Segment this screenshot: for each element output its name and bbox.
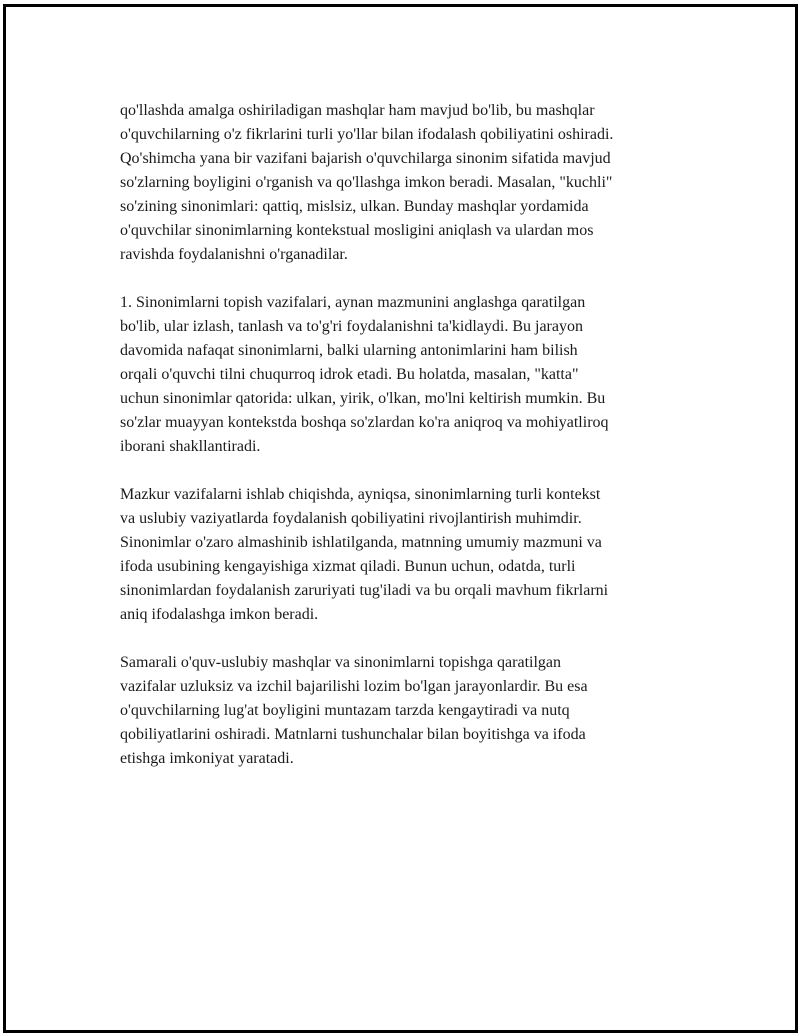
- document-page: [3, 4, 798, 1033]
- paragraph-1: qo'llashda amalga oshiriladigan mashqlar ham mavjud bo'lib, bu mashqlar o'quvchilarning o'z fikrlarini turli yo'llar bilan ifodalash qobiliyatini oshiradi. Qo'shimcha yana bir vazifani bajarish o'quvchilarga sinonim sifatida mavjud so'zlarning boyligini o'rganish va qo'llashga imkon beradi. Masalan, "kuchli" so'zining sinonimlari: qattiq, mislsiz, ulkan. Bunday mashqlar yordamida o'quvchilar sinonimlarning kontekstual mosligini aniqlash va ulardan mos ravishda foydalanishni o'rganadilar.: [120, 102, 614, 263]
- document-body: [120, 99, 690, 795]
- paragraph-2: 1. Sinonimlarni topish vazifalari, aynan mazmunini anglashga qaratilgan bo'lib, ular izlash, tanlash va to'g'ri foydalanishni ta'kidlaydi. Bu jarayon davomida nafaqat sinonimlarni, balki ularning antonimlarini ham bilish orqali o'quvchi tilni chuqurroq idrok etadi. Bu holatda, masalan, "katta" uchun sinonimlar qatorida: ulkan, yirik, o'lkan, mo'lni keltirish mumkin. Bu so'zlar muayyan kontekstda boshqa so'zlardan ko'ra aniqroq va mohiyatliroq iborani shakllantiradi.: [120, 294, 609, 455]
- paragraph-4: Samarali o'quv-uslubiy mashqlar va sinonimlarni topishga qaratilgan vazifalar uzluksiz va izchil bajarilishi lozim bo'lgan jarayonlardir. Bu esa o'quvchilarning lug'at boyligini muntazam tarzda kengaytiradi va nutq qobiliyatlarini oshiradi. Matnlarni tushunchalar bilan boyitishga va ifoda etishga imkoniyat yaratadi.: [120, 654, 588, 767]
- paragraph-3: Mazkur vazifalarni ishlab chiqishda, ayniqsa, sinonimlarning turli kontekst va uslubiy vaziyatlarda foydalanish qobiliyatini rivojlantirish muhimdir. Sinonimlar o'zaro almashinib ishlatilganda, matnning umumiy mazmuni va ifoda usubining kengayishiga xizmat qiladi. Bunun uchun, odatda, turli sinonimlardan foydalanish zaruriyati tug'iladi va bu orqali mavhum fikrlarni aniq ifodalashga imkon beradi.: [120, 486, 609, 623]
